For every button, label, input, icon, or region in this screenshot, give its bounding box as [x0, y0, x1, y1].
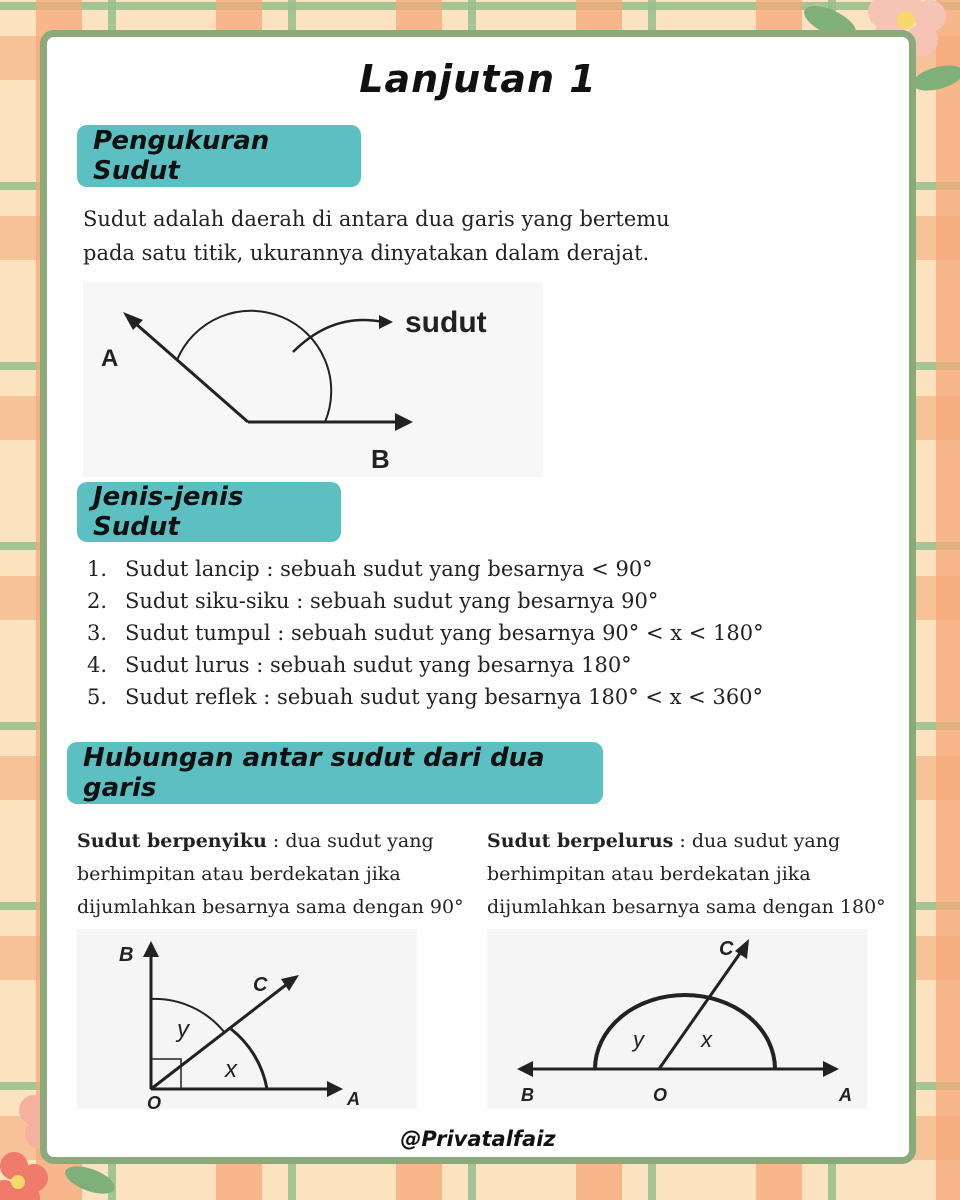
list-item: 5. Sudut reflek : sebuah sudut yang besarnya 180° < x < 360° — [87, 685, 764, 709]
list-item: 1. Sudut lancip : sebuah sudut yang besarnya < 90° — [87, 557, 653, 581]
label-o: O — [147, 1093, 162, 1109]
definition-line: Sudut adalah daerah di antara dua garis yang bertemu — [83, 207, 670, 231]
angle-types-list — [87, 553, 764, 713]
complementary-angle-diagram — [77, 929, 417, 1109]
label-x: x — [701, 1027, 712, 1052]
section-heading-measurement-label: Pengukuran Sudut — [93, 126, 270, 186]
section-heading-types — [77, 482, 341, 542]
label-angle: sudut — [405, 306, 487, 339]
label-b: B — [119, 944, 134, 966]
flower-icon — [0, 1152, 48, 1200]
complementary-description: Sudut berpenyiku : dua sudut yang berhimpitan atau berdekatan jika dijumlahkan besarnya sama dengan 90° — [77, 830, 464, 918]
section-heading-relations-label: Hubungan antar sudut dari dua garis — [83, 743, 545, 803]
label-a: A — [101, 345, 119, 372]
complementary-term: Sudut berpenyiku — [77, 830, 267, 852]
label-o: O — [653, 1085, 668, 1105]
label-c: C — [719, 938, 734, 960]
list-item: 2. Sudut siku-siku : sebuah sudut yang besarnya 90° — [87, 589, 659, 613]
page-title: Lanjutan 1 — [359, 57, 597, 101]
supplementary-term: Sudut berpelurus — [487, 830, 674, 852]
list-item: 4. Sudut lurus : sebuah sudut yang besarnya 180° — [87, 653, 632, 677]
list-item: 3. Sudut tumpul : sebuah sudut yang besarnya 90° < x < 180° — [87, 621, 764, 645]
label-b: B — [521, 1085, 534, 1105]
label-a: A — [839, 1085, 852, 1105]
definition-line: pada satu titik, ukurannya dinyatakan dalam derajat. — [83, 241, 650, 265]
supplementary-angle-diagram — [487, 929, 867, 1109]
label-y: y — [633, 1027, 644, 1052]
content-card — [40, 30, 916, 1164]
label-c: C — [253, 974, 268, 996]
angle-diagram — [83, 282, 543, 477]
label-b: B — [371, 444, 390, 474]
section-heading-types-label: Jenis-jenis Sudut — [93, 482, 244, 542]
label-y: y — [177, 1016, 189, 1043]
supplementary-description: Sudut berpelurus : dua sudut yang berhimpitan atau berdekatan jika dijumlahkan besarnya sama dengan 180° — [487, 830, 886, 918]
label-x: x — [225, 1056, 237, 1083]
label-a: A — [347, 1089, 360, 1109]
footer-handle: @Privatalfaiz — [400, 1127, 556, 1151]
section-heading-relations — [67, 742, 603, 804]
definition-text — [83, 202, 670, 270]
section-heading-measurement — [77, 125, 361, 187]
